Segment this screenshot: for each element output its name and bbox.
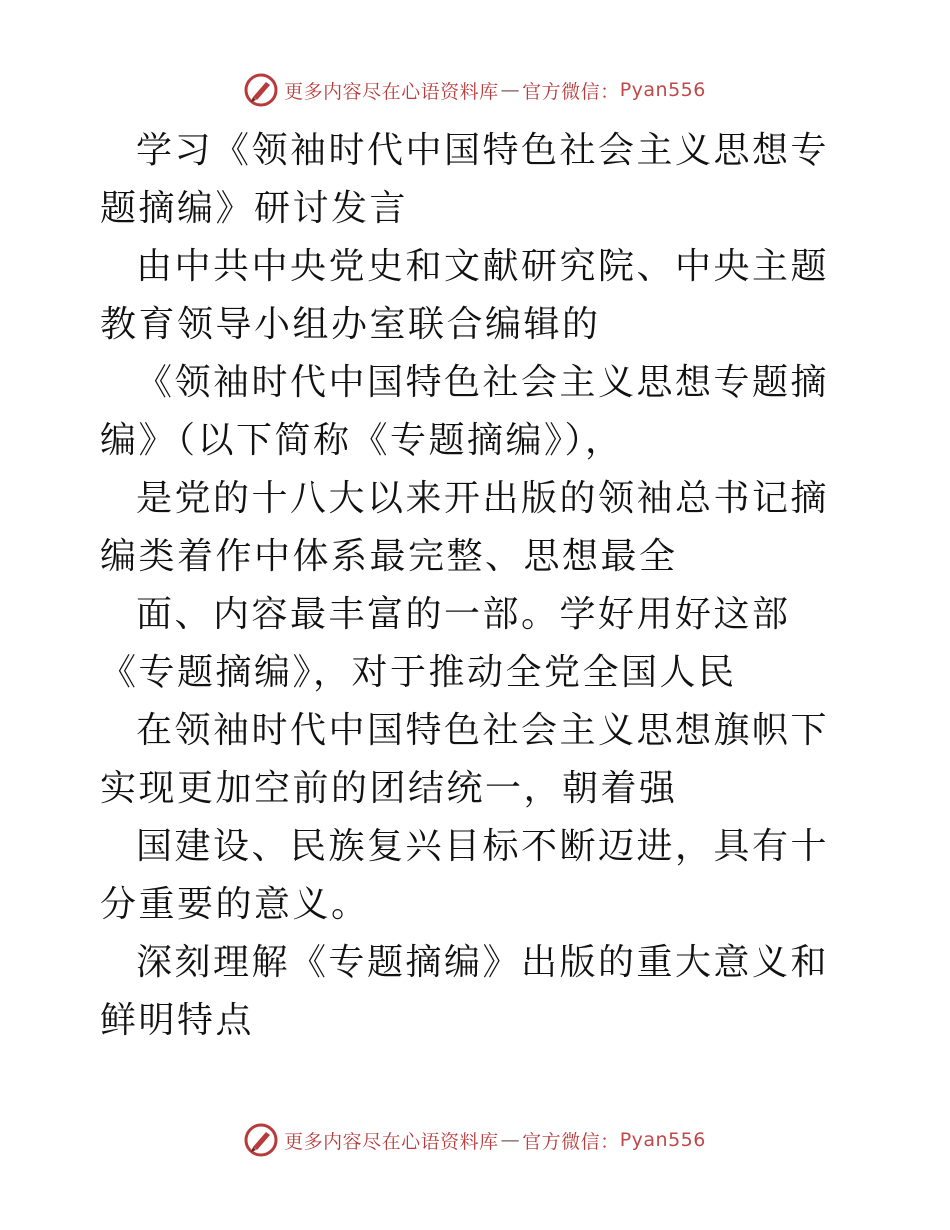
document-body bbox=[100, 122, 860, 1050]
paragraph: 深刻理解《专题摘编》出版的重大意义和鲜明特点 bbox=[100, 942, 830, 1041]
watermark-contact-label: 官方微信： bbox=[522, 1130, 620, 1153]
watermark-contact-id: Pyan556 bbox=[619, 1129, 706, 1151]
paragraph: 由中共中央党史和文献研究院、中央主题教育领导小组办室联合编辑的 bbox=[100, 246, 830, 345]
paragraph: 《领袖时代中国特色社会主义思想专题摘编》（以下简称《专题摘编》）， bbox=[100, 362, 830, 461]
watermark-contact-id: Pyan556 bbox=[619, 79, 706, 101]
pen-logo-icon bbox=[244, 73, 278, 107]
watermark-text: 更多内容尽在心语资料库 bbox=[284, 80, 499, 103]
paragraph: 面、内容最丰富的一部。学好用好这部《专题摘编》，对于推动全党全国人民 bbox=[100, 594, 791, 693]
watermark-separator: — bbox=[500, 79, 521, 101]
pen-logo-icon bbox=[244, 1123, 278, 1157]
watermark-contact-label: 官方微信： bbox=[522, 80, 620, 103]
footer-watermark bbox=[0, 1120, 950, 1160]
header-watermark bbox=[0, 70, 950, 110]
paragraph: 是党的十八大以来开出版的领袖总书记摘编类着作中体系最完整、思想最全 bbox=[100, 478, 830, 577]
watermark-separator: — bbox=[500, 1129, 521, 1151]
paragraph: 国建设、民族复兴目标不断迈进，具有十分重要的意义。 bbox=[100, 826, 830, 925]
watermark-text: 更多内容尽在心语资料库 bbox=[284, 1130, 499, 1153]
paragraph-title: 学习《领袖时代中国特色社会主义思想专题摘编》研讨发言 bbox=[100, 130, 830, 229]
paragraph: 在领袖时代中国特色社会主义思想旗帜下实现更加空前的团结统一，朝着强 bbox=[100, 710, 830, 809]
